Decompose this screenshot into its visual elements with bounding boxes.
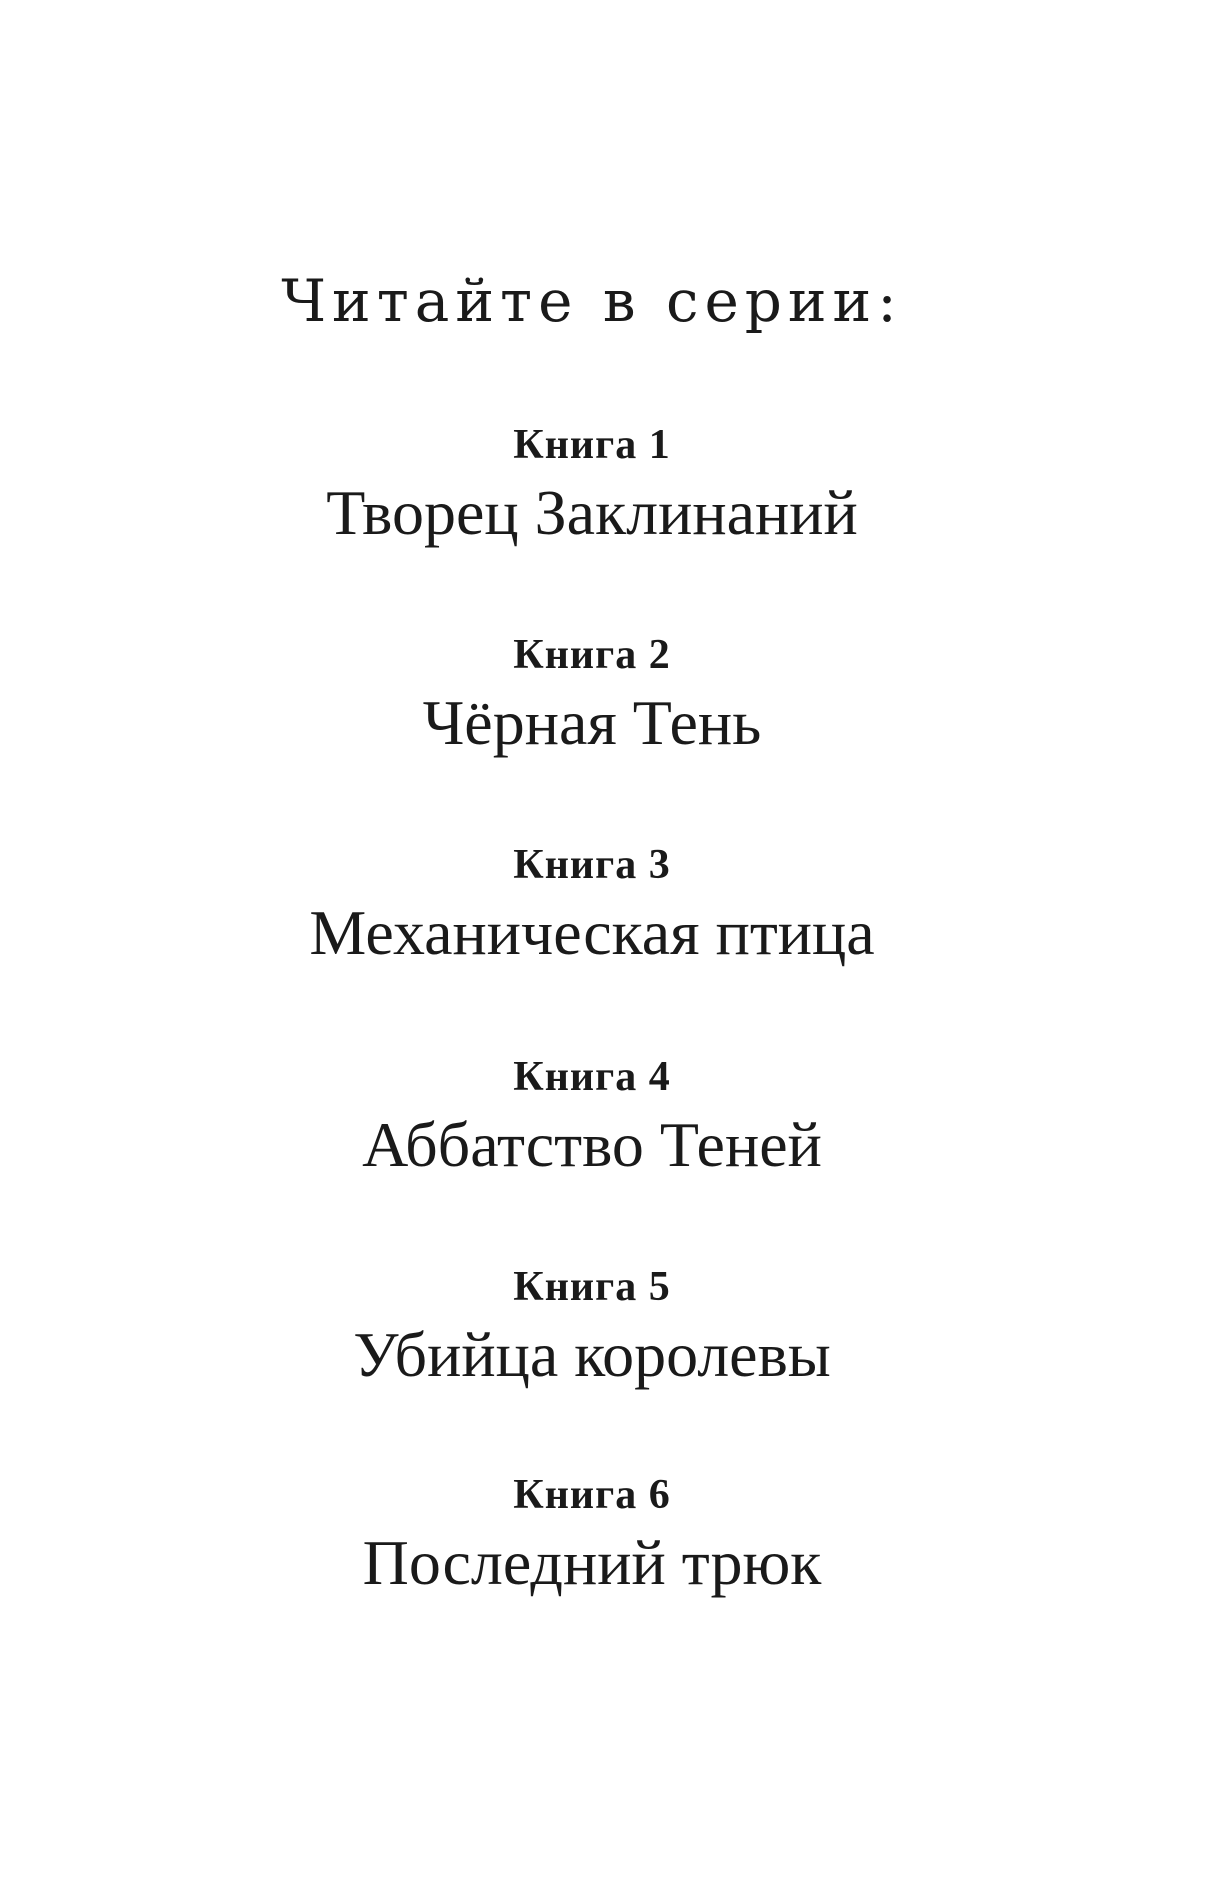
- book-title: Механическая птица: [309, 897, 875, 968]
- series-heading: Читайте в серии:: [281, 267, 903, 335]
- book-number: Книга 3: [513, 842, 671, 888]
- book-entry-2: [0, 630, 1184, 760]
- book-entry-4: [0, 1052, 1184, 1182]
- book-title: Творец Заклинаний: [326, 477, 858, 548]
- book-number: Книга 5: [513, 1264, 671, 1310]
- book-number: Книга 1: [513, 422, 671, 468]
- book-entry-1: [0, 420, 1184, 550]
- book-title: Убийца королевы: [353, 1319, 831, 1390]
- book-entry-6: [0, 1470, 1184, 1600]
- book-number: Книга 6: [513, 1472, 671, 1518]
- book-number: Книга 4: [513, 1054, 671, 1100]
- book-title: Последний трюк: [362, 1527, 822, 1598]
- book-title: Чёрная Тень: [422, 687, 762, 758]
- book-entry-5: [0, 1262, 1184, 1392]
- book-title: Аббатство Теней: [362, 1109, 822, 1180]
- book-number: Книга 2: [513, 632, 671, 678]
- book-entry-3: [0, 840, 1184, 970]
